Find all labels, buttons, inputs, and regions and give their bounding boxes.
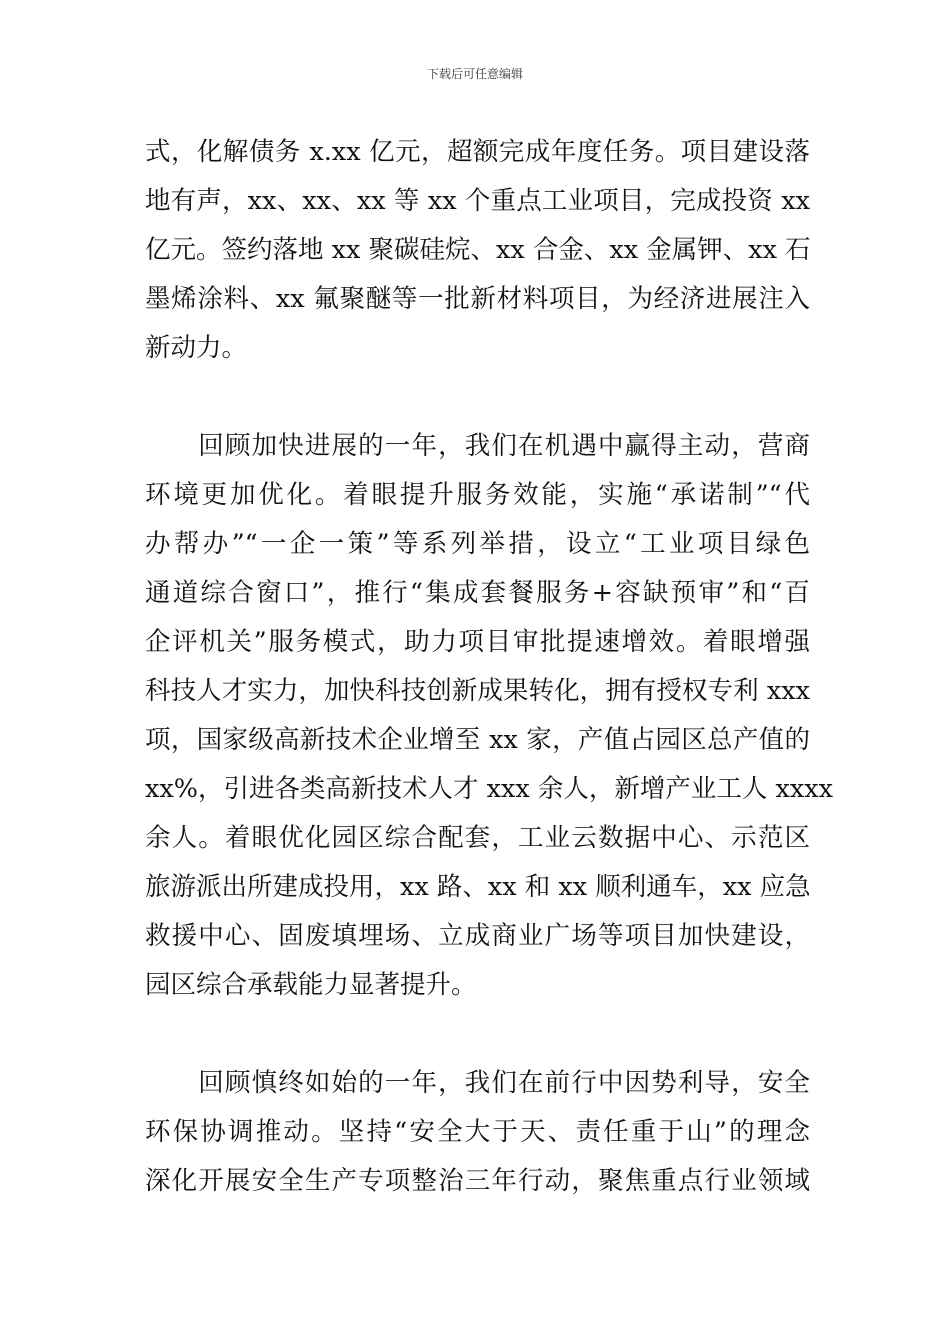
text-line: 地有声，xx、xx、xx 等 xx 个重点工业项目，完成投资 xx <box>145 186 810 216</box>
text-line: 新动力。 <box>145 333 248 363</box>
paragraph-debt-projects <box>145 128 810 373</box>
text-line: 深化开展安全生产专项整治三年行动，聚焦重点行业领域 <box>145 1166 810 1196</box>
text-line: 通道综合窗口”，推行“集成套餐服务+容缺预审”和“百 <box>145 578 810 608</box>
text-line: 园区综合承载能力显著提升。 <box>145 970 477 1000</box>
text-line: 项，国家级高新技术企业增至 xx 家，产值占园区总产值的 <box>145 725 810 755</box>
page-header: 下载后可任意编辑 <box>426 67 523 81</box>
text-line: 环保协调推动。坚持“安全大于天、责任重于山”的理念 <box>145 1117 810 1147</box>
text-line: 回顾加快进展的一年，我们在机遇中赢得主动，营商 <box>145 431 810 461</box>
text-line: 亿元。签约落地 xx 聚碳硅烷、xx 合金、xx 金属钾、xx 石 <box>145 235 811 265</box>
text-line: 环境更加优化。着眼提升服务效能，实施“承诺制”“代 <box>145 480 810 510</box>
text-line: 式，化解债务 x.xx 亿元，超额完成年度任务。项目建设落 <box>145 137 810 167</box>
paragraph-business-environment <box>145 422 833 1010</box>
text-line: 余人。着眼优化园区综合配套，工业云数据中心、示范区 <box>145 823 810 853</box>
document-body <box>145 128 833 1206</box>
text-line: 科技人才实力，加快科技创新成果转化，拥有授权专利 xxx <box>145 676 810 706</box>
text-line: xx%，引进各类高新技术人才 xxx 余人，新增产业工人 xxxx <box>145 774 833 804</box>
text-line: 企评机关”服务模式，助力项目审批提速增效。着眼增强 <box>145 627 810 657</box>
text-line: 回顾慎终如始的一年，我们在前行中因势利导，安全 <box>145 1068 810 1098</box>
text-line: 救援中心、固废填埋场、立成商业广场等项目加快建设， <box>145 921 810 951</box>
text-line: 墨烯涂料、xx 氟聚醚等一批新材料项目，为经济进展注入 <box>145 284 810 314</box>
text-line: 旅游派出所建成投用，xx 路、xx 和 xx 顺利通车，xx 应急 <box>145 872 811 902</box>
text-line: 办帮办”“一企一策”等系列举措，设立“工业项目绿色 <box>145 529 810 559</box>
paragraph-safety-environment <box>145 1059 810 1206</box>
